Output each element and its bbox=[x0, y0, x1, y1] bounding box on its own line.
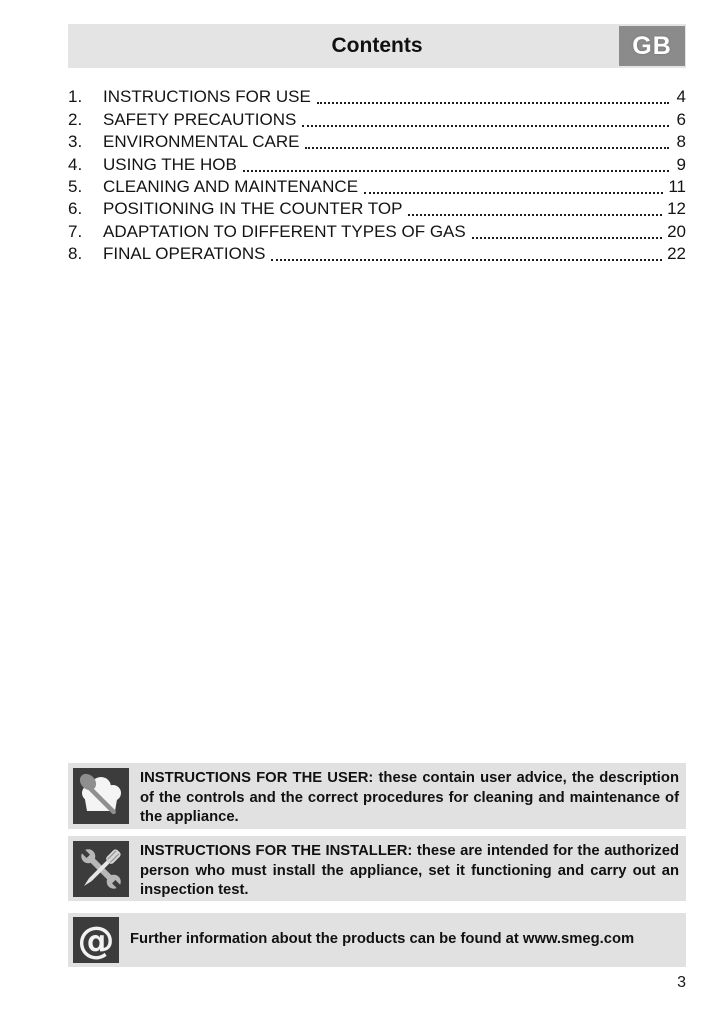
installer-instructions-text: INSTRUCTIONS FOR THE INSTALLER: these are intended for the authorized person who must install the appliance, set it functioning and carry out an inspection test. bbox=[140, 843, 679, 899]
toc-entry-number: 4. bbox=[68, 154, 83, 174]
website-info-box bbox=[68, 913, 686, 967]
toc-entry-page: 6 bbox=[676, 109, 686, 129]
toc-entry-page: 9 bbox=[676, 154, 686, 174]
at-glyph: @ bbox=[77, 918, 115, 962]
toc-entry bbox=[68, 219, 686, 241]
language-badge: GB bbox=[619, 26, 685, 66]
dotted-leader bbox=[271, 259, 662, 261]
chef-hat-spoon-icon bbox=[73, 768, 129, 824]
user-instructions-box bbox=[68, 763, 686, 829]
toc-entry-page: 4 bbox=[676, 87, 686, 107]
toc-entry-number: 7. bbox=[68, 221, 83, 241]
page-title: Contents bbox=[331, 34, 423, 57]
installer-instructions-box bbox=[68, 836, 686, 901]
website-info-text: Further information about the products can be found at www.smeg.com bbox=[130, 931, 635, 948]
toc-entry-number: 6. bbox=[68, 199, 83, 219]
toc-entry bbox=[68, 107, 686, 129]
toc-entry-page: 8 bbox=[676, 132, 686, 152]
toc-entry-number: 8. bbox=[68, 244, 83, 264]
toc-entry-title: POSITIONING IN THE COUNTER TOP bbox=[103, 199, 403, 219]
at-symbol-icon bbox=[73, 917, 119, 963]
toc-entry-number: 2. bbox=[68, 109, 83, 129]
toc-entry-page: 20 bbox=[667, 221, 686, 241]
dotted-leader bbox=[364, 192, 663, 194]
toc-entry bbox=[68, 85, 686, 107]
toc-entry-title: INSTRUCTIONS FOR USE bbox=[103, 87, 311, 107]
toc-entry bbox=[68, 175, 686, 197]
dotted-leader bbox=[472, 237, 662, 239]
toc-entry-title: ADAPTATION TO DIFFERENT TYPES OF GAS bbox=[103, 221, 466, 241]
toc-entry-title: SAFETY PRECAUTIONS bbox=[103, 109, 297, 129]
page-number: 3 bbox=[677, 974, 686, 991]
toc-entry-number: 3. bbox=[68, 132, 83, 152]
toc-entry-title: ENVIRONMENTAL CARE bbox=[103, 132, 300, 152]
toc-entry-page: 11 bbox=[668, 176, 686, 196]
dotted-leader bbox=[302, 125, 669, 127]
toc-entry-number: 5. bbox=[68, 176, 83, 196]
tools-icon bbox=[73, 841, 129, 897]
header-bar bbox=[68, 24, 686, 68]
dotted-leader bbox=[243, 170, 669, 172]
dotted-leader bbox=[305, 147, 669, 149]
toc-entry-title: FINAL OPERATIONS bbox=[103, 244, 266, 264]
toc-entry-title: CLEANING AND MAINTENANCE bbox=[103, 176, 359, 196]
toc-entry bbox=[68, 152, 686, 174]
dotted-leader bbox=[317, 102, 669, 104]
toc-entry-page: 12 bbox=[667, 199, 686, 219]
dotted-leader bbox=[408, 214, 662, 216]
toc-entry-title: USING THE HOB bbox=[103, 154, 237, 174]
table-of-contents bbox=[68, 85, 686, 264]
toc-entry bbox=[68, 242, 686, 264]
toc-entry bbox=[68, 197, 686, 219]
toc-entry-number: 1. bbox=[68, 87, 83, 107]
toc-entry-page: 22 bbox=[667, 244, 686, 264]
toc-entry bbox=[68, 130, 686, 152]
user-instructions-text: INSTRUCTIONS FOR THE USER: these contain user advice, the description of the controls and the correct procedures for cleaning and maintenance of the appliance. bbox=[140, 770, 679, 826]
